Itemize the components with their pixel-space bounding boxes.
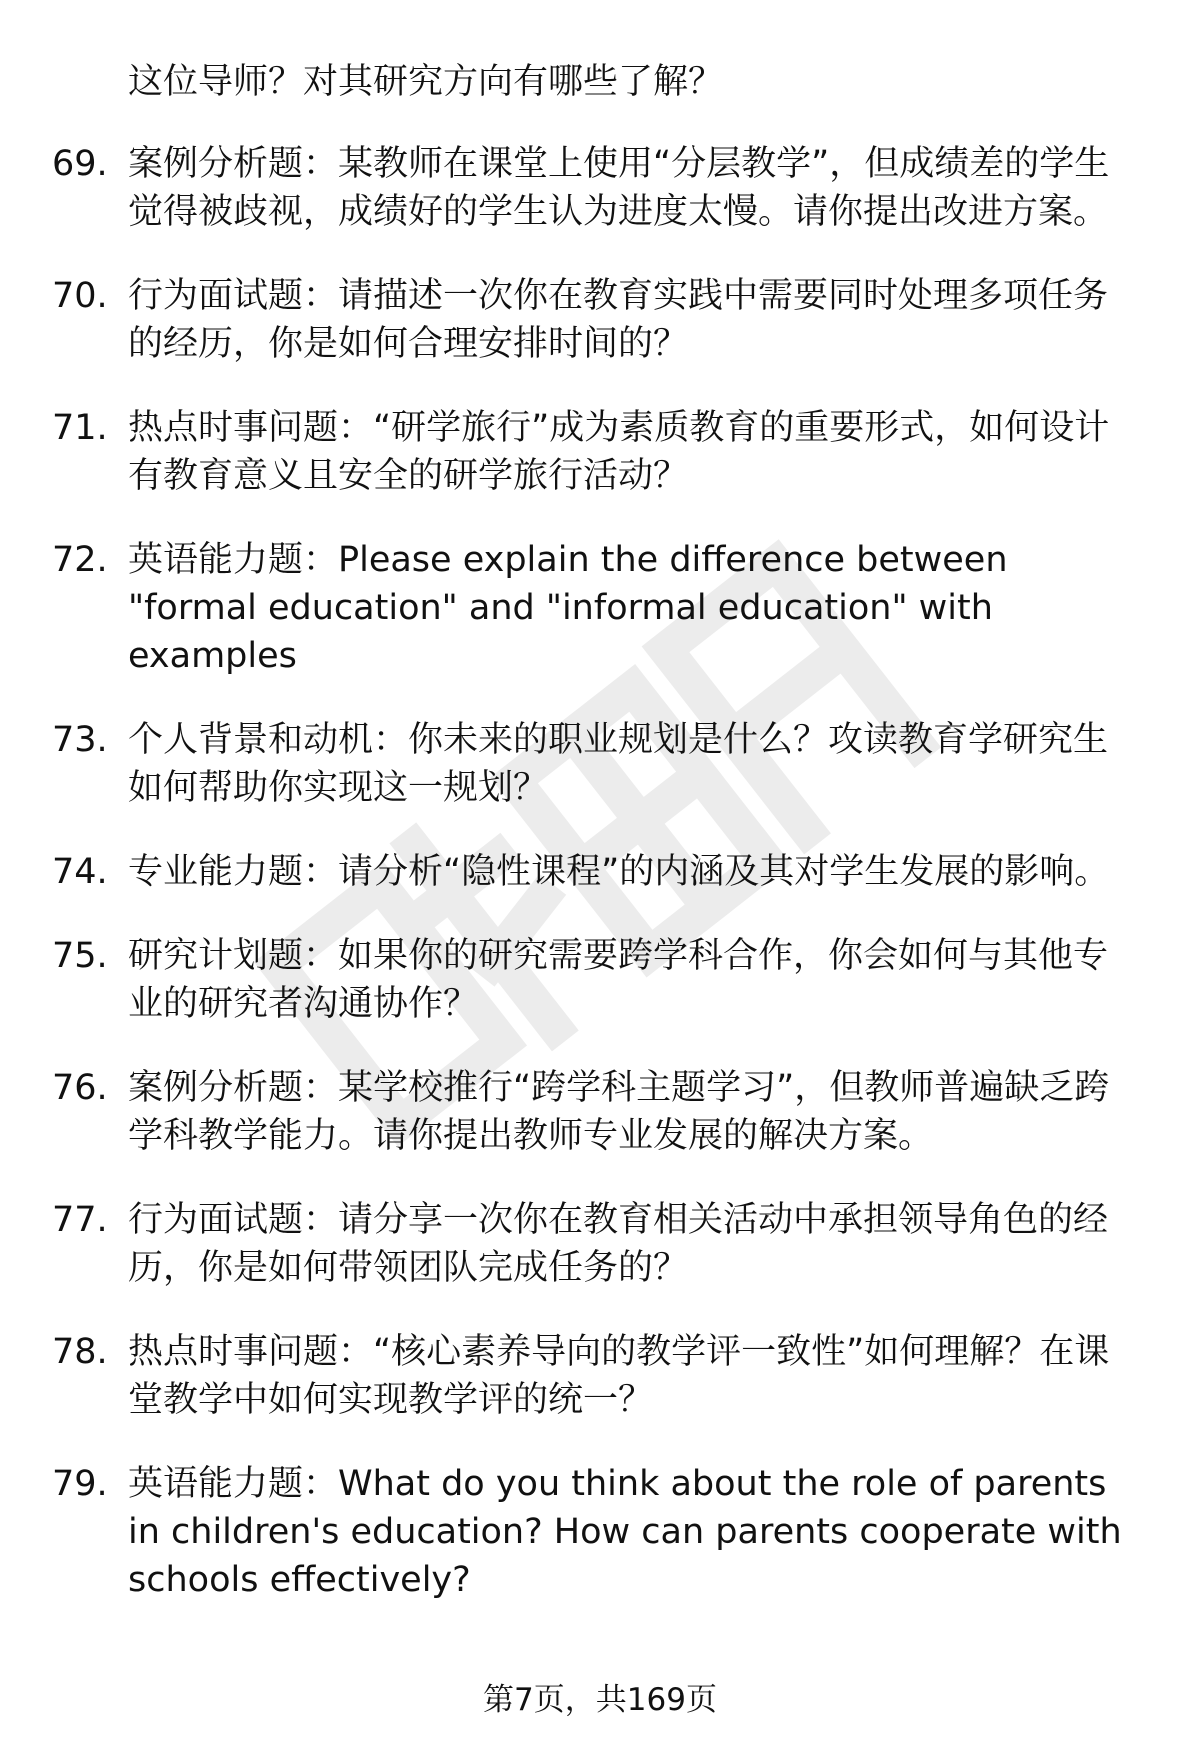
- question-item: [0, 536, 1200, 680]
- question-number: 72.: [52, 540, 108, 580]
- question-item: [0, 1064, 1200, 1160]
- question-number: 70.: [52, 276, 108, 316]
- question-text: 英语能力题：Please explain the difference between "formal education" and "informal education" with examples: [128, 540, 1008, 676]
- continuation-text: 这位导师？对其研究方向有哪些了解？: [128, 62, 724, 102]
- question-text: 热点时事问题：“核心素养导向的教学评一致性”如何理解？在课堂教学中如何实现教学评的统一？: [128, 1332, 1110, 1420]
- question-item: [0, 1196, 1200, 1292]
- page-footer: 第7页，共169页: [483, 1682, 717, 1718]
- question-number: 77.: [52, 1200, 108, 1240]
- question-number: 75.: [52, 936, 108, 976]
- question-item: [0, 716, 1200, 812]
- question-number: 74.: [52, 852, 108, 892]
- question-number: 69.: [52, 144, 108, 184]
- question-item: [0, 140, 1200, 236]
- question-item: [0, 1328, 1200, 1424]
- question-item: [0, 272, 1200, 368]
- question-item: [0, 1460, 1200, 1604]
- question-number: 73.: [52, 720, 108, 760]
- question-text: 专业能力题：请分析“隐性课程”的内涵及其对学生发展的影响。: [128, 852, 1110, 892]
- question-item: [0, 932, 1200, 1028]
- question-text: 研究计划题：如果你的研究需要跨学科合作，你会如何与其他专业的研究者沟通协作？: [128, 936, 1109, 1024]
- question-number: 79.: [52, 1464, 108, 1504]
- question-item: [0, 404, 1200, 500]
- question-list: [0, 140, 1200, 1640]
- question-item: [0, 848, 1200, 896]
- question-text: 行为面试题：请分享一次你在教育相关活动中承担领导角色的经历，你是如何带领团队完成任务的？: [128, 1200, 1109, 1288]
- question-number: 76.: [52, 1068, 108, 1108]
- question-text: 热点时事问题：“研学旅行”成为素质教育的重要形式，如何设计有教育意义且安全的研学旅行活动？: [128, 408, 1110, 496]
- question-text: 案例分析题：某学校推行“跨学科主题学习”，但教师普遍缺乏跨学科教学能力。请你提出教师专业发展的解决方案。: [128, 1068, 1110, 1156]
- question-text: 案例分析题：某教师在课堂上使用“分层教学”，但成绩差的学生觉得被歧视，成绩好的学生认为进度太慢。请你提出改进方案。: [128, 144, 1110, 232]
- question-text: 英语能力题：What do you think about the role of parents in children's education? How can parents cooperate with schools effectively?: [128, 1464, 1122, 1600]
- question-text: 个人背景和动机：你未来的职业规划是什么？攻读教育学研究生如何帮助你实现这一规划？: [128, 720, 1109, 808]
- question-number: 78.: [52, 1332, 108, 1372]
- question-text: 行为面试题：请描述一次你在教育实践中需要同时处理多项任务的经历，你是如何合理安排时间的？: [128, 276, 1109, 364]
- question-number: 71.: [52, 408, 108, 448]
